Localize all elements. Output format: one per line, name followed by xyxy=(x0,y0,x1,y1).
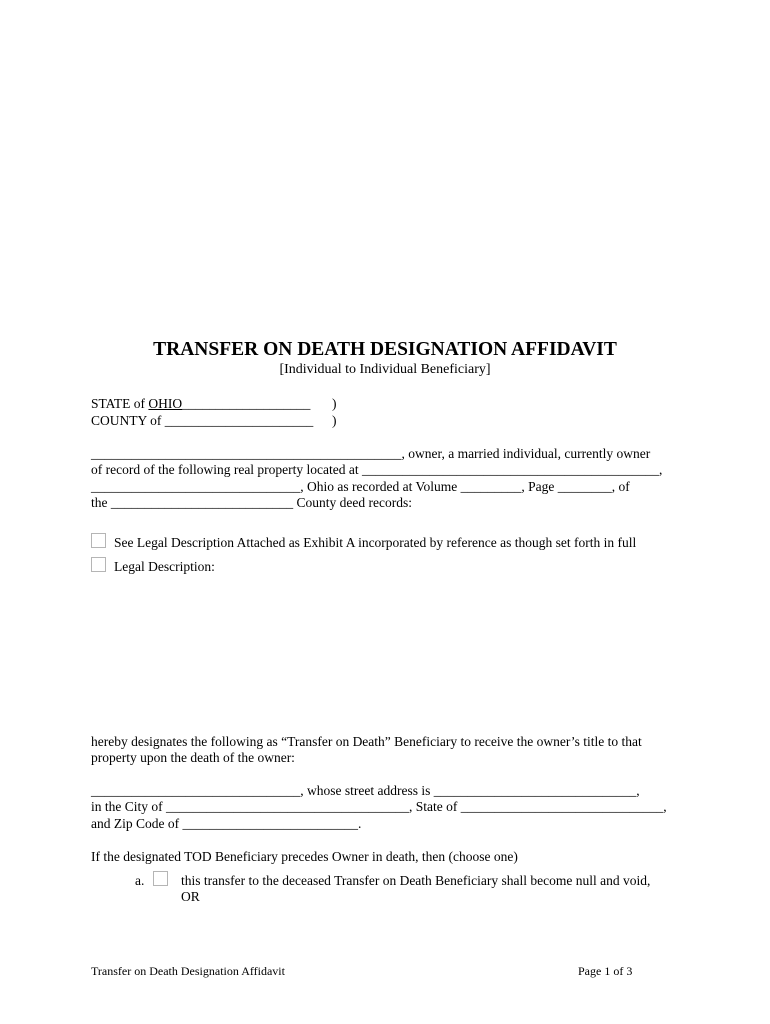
item-a-line-2: OR xyxy=(181,889,200,904)
state-value: OHIO xyxy=(148,396,183,411)
legal-description-checkbox[interactable] xyxy=(91,557,106,572)
beneficiary-line-3: and Zip Code of __________________________. xyxy=(91,816,362,831)
designation-line-1: hereby designates the following as “Transfer on Death” Beneficiary to receive the owner’s title to that xyxy=(91,734,642,749)
document-title: TRANSFER ON DEATH DESIGNATION AFFIDAVIT xyxy=(153,339,617,360)
state-line xyxy=(91,395,310,412)
footer-document-title: Transfer on Death Designation Affidavit xyxy=(91,964,285,978)
owner-line-1: ______________________________________________, owner, a married individual, currently owner xyxy=(91,446,651,461)
document-subtitle: [Individual to Individual Beneficiary] xyxy=(279,362,491,377)
owner-line-2: of record of the following real property located at ____________________________________________, xyxy=(91,462,663,477)
county-line xyxy=(91,412,313,429)
county-blank: ______________________ xyxy=(164,413,314,428)
designation-line-2: property upon the death of the owner: xyxy=(91,750,295,765)
state-blank: ___________________ xyxy=(182,396,311,411)
item-a-checkbox[interactable] xyxy=(153,871,168,886)
exhibit-a-option-label: See Legal Description Attached as Exhibit A incorporated by reference as though set forth in full xyxy=(114,535,637,550)
owner-line-4: the ___________________________ County deed records: xyxy=(91,495,412,510)
state-label: STATE of xyxy=(91,396,149,411)
exhibit-a-checkbox[interactable] xyxy=(91,533,106,548)
state-paren: ) xyxy=(332,396,337,411)
county-label: COUNTY of xyxy=(91,413,165,428)
owner-line-3: _______________________________, Ohio as recorded at Volume _________, Page ________, of xyxy=(91,479,630,494)
item-a-line-1: this transfer to the deceased Transfer on Death Beneficiary shall become null and void, xyxy=(181,873,651,888)
item-a-label: a. xyxy=(135,873,145,888)
beneficiary-line-2: in the City of ____________________________________, State of ______________________________, xyxy=(91,799,667,814)
precedes-line: If the designated TOD Beneficiary precedes Owner in death, then (choose one) xyxy=(91,849,518,864)
county-paren: ) xyxy=(332,413,337,428)
beneficiary-line-1: _______________________________, whose street address is ______________________________, xyxy=(91,783,640,798)
legal-description-option-label: Legal Description: xyxy=(114,559,215,574)
footer-page-number: Page 1 of 3 xyxy=(578,964,633,978)
